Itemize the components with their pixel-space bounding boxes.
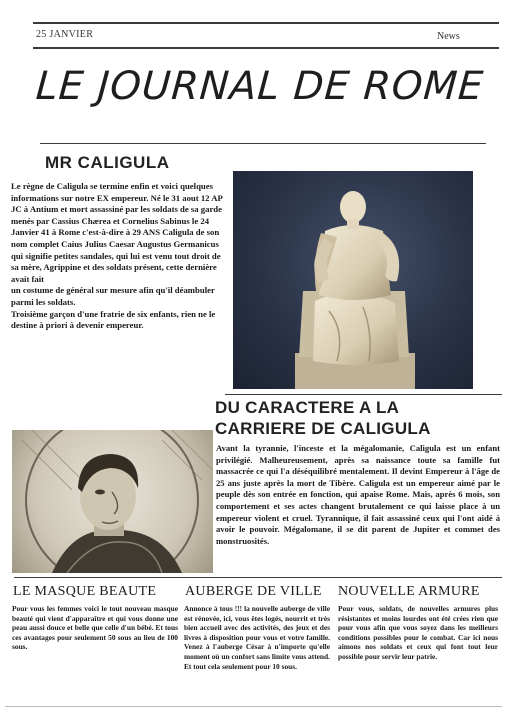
article1-body [11,181,225,332]
engraving-portrait [12,430,213,573]
article-divider [225,394,502,395]
statue-figure [233,171,473,389]
portrait-figure [12,430,213,573]
masthead-rule [40,143,486,144]
article2-title-line: DU CARACTERE A LA [215,398,400,417]
ad-title: NOUVELLE ARMURE [338,584,480,599]
article1-title: MR CALIGULA [45,153,170,172]
issue-date: 25 JANVIER [36,29,94,40]
ad-title: AUBERGE DE VILLE [185,584,322,599]
article2-body: Avant la tyrannie, l'inceste et la mégalomanie, Caligula est un enfant privilégié. Malheureusement, après sa naissance toute sa famille fut massacrée ce qui l'a déséquilibré mentalement. Il devint Empereur à l'âge de 25 ans juste après la mort de Tibère. Caligula est un empereur aimé par le peuple dès son entrée en fonction, qui apaise Rome. Mais, après 6 mois, son comportement et ses actes changent brutalement ce qui laisse place à un empereur violent et cruel. Tyrannique, il fait assassiné ceux qui l'ont aidé à avoir le pouvoir. Mégalomane, il se dit parent de Jupiter et commet des monstruosités. [216,443,500,546]
article1-paragraph: Troisième garçon d'une fratrie de six enfants, rien ne le destine à priori à devenir empereur. [11,308,216,331]
ad-text: Pour vous, soldats, de nouvelles armures plus résistantes et moins lourdes ont été crées rien que pour vous afin que vous soyez dans les meilleurs conditions possibles pour le combat. Car ici nous aimons nos soldats et ceux qui font tout leur possible pour servir leur patrie. [338,604,498,661]
ad-text: Annonce à tous !!! la nouvelle auberge de ville est rénovée, ici, vous êtes logés, nourrit et très bien accueil avec des activités, des jeux et des livres à disposition pour vous et votre famille. Venez à l'auberge César à n'importe qu'elle moment où un confort sans limite vous attend. Et tout cela seulement pour 10 sous. [184,604,330,671]
ad-text: Pour vous les femmes voici le tout nouveau masque beauté qui vient d'apparaître et qui vous donne une peau aussi douce et belle que celle d'un bébé. Et tous ces avantages pour seulement 50 sous au lieu de 100 sous. [12,604,178,652]
article1-paragraph: Le règne de Caligula se termine enfin et voici quelques informations sur notre EX empereur. Né le 31 aout 12 AP JC à Antium et mort assassiné par les soldats de sa garde menés par Cassius Chærea et Cornelius Sabinus le 24 Janvier 41 à Rome c'est-à-dire à 29 ANS Caligula de son nom complet Caius Julius Caesar Augustus Germanicus qui signifie petites sandales, qui lui est venu tout droit de sa mère, Agrippine et des soldats présent, cette dernière avait fait [11,181,223,284]
article1-paragraph: un costume de général sur mesure afin qu'il déambuler parmi les soldats. [11,285,215,307]
article2-title-line: CARRIERE DE CALIGULA [215,419,431,438]
statue-photo [233,171,473,389]
masthead-title: LE JOURNAL DE ROME [34,64,486,109]
header-rule [33,47,499,49]
section-label: News [437,31,460,42]
article2-title [215,397,505,439]
page-bottom-rule [5,706,502,707]
top-rule [33,22,499,24]
ad-title: LE MASQUE BEAUTE [13,584,157,599]
ads-top-rule [14,577,502,578]
